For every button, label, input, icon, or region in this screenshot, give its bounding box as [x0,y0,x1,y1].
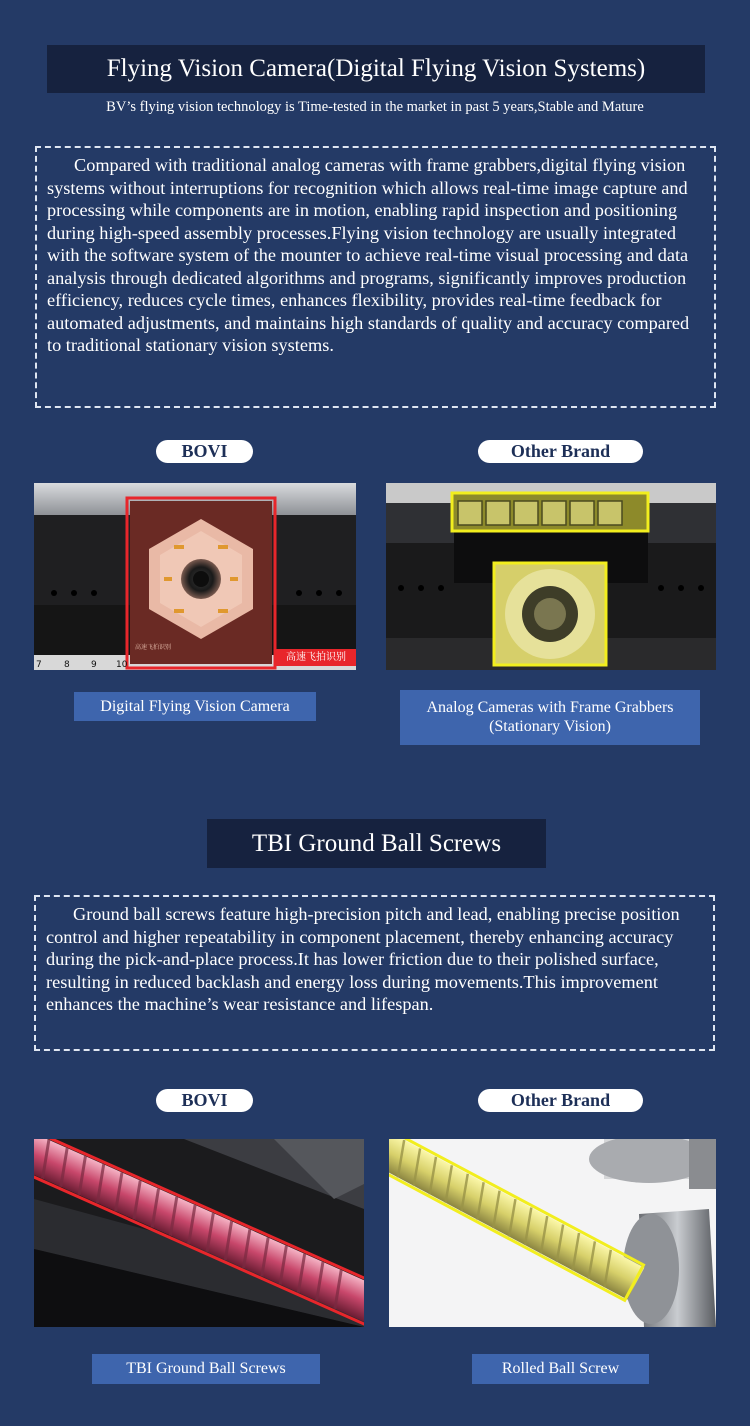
flying-vision-description: Compared with traditional analog cameras with frame grabbers,digital flying vision systems without interruptions for recognition which allows real-time image capture and processing while components are in motion, enabling rapid inspection and positioning during high-speed assembly processes.Flying vision technology are usually integrated with the software system of the mounter to achieve real-time visual processing and data analysis through dedicated algorithms and programs, significantly improves production efficiency, reduces cycle times, enhances flexibility, provides real-time feedback for automated adjustments, and maintains high standards of quality and accuracy compared to traditional stationary vision systems. [35,146,716,408]
section-title-flying-vision: Flying Vision Camera(Digital Flying Vision Systems) [47,45,705,93]
section-title-ball-screws: TBI Ground Ball Screws [207,819,546,868]
digital-flying-vision-caption: Digital Flying Vision Camera [74,692,316,721]
bovi-label: BOVI [156,440,253,463]
other-brand-label-2: Other Brand [478,1089,643,1112]
section-subtitle: BV’s flying vision technology is Time-tested in the market in past 5 years,Stable and Mature [106,99,644,115]
rolled-ball-screw-caption: Rolled Ball Screw [472,1354,649,1384]
svg-text:8: 8 [64,660,70,670]
svg-text:7: 7 [36,660,42,670]
bovi-label-2: BOVI [156,1089,253,1112]
tbi-ground-ball-screws-caption: TBI Ground Ball Screws [92,1354,320,1384]
analog-camera-photo [386,483,716,670]
flying-vision-mini-label: 高速飞拍识别 [135,644,172,651]
analog-camera-caption-line1: Analog Cameras with Frame Grabbers [426,699,674,716]
analog-camera-caption-line2: (Stationary Vision) [489,718,611,735]
ball-screw-description: Ground ball screws feature high-precision pitch and lead, enabling precise position control and higher repeatability in component placement, thereby enhancing accuracy during the pick-and-place process.It has lower friction due to their polished surface, resulting in reduced backlash and energy loss during movements.This improvement enhances the machine’s wear resistance and lifespan. [34,895,715,1051]
rolled-ball-screw-photo [389,1139,716,1327]
flying-vision-overlay-label: 高速飞拍识别 [286,652,346,663]
svg-text:9: 9 [91,660,97,670]
svg-text:10: 10 [116,660,128,670]
flying-vision-camera-photo [34,483,356,670]
other-brand-label: Other Brand [478,440,643,463]
ground-ball-screw-photo [34,1139,364,1327]
analog-camera-caption [400,690,700,745]
